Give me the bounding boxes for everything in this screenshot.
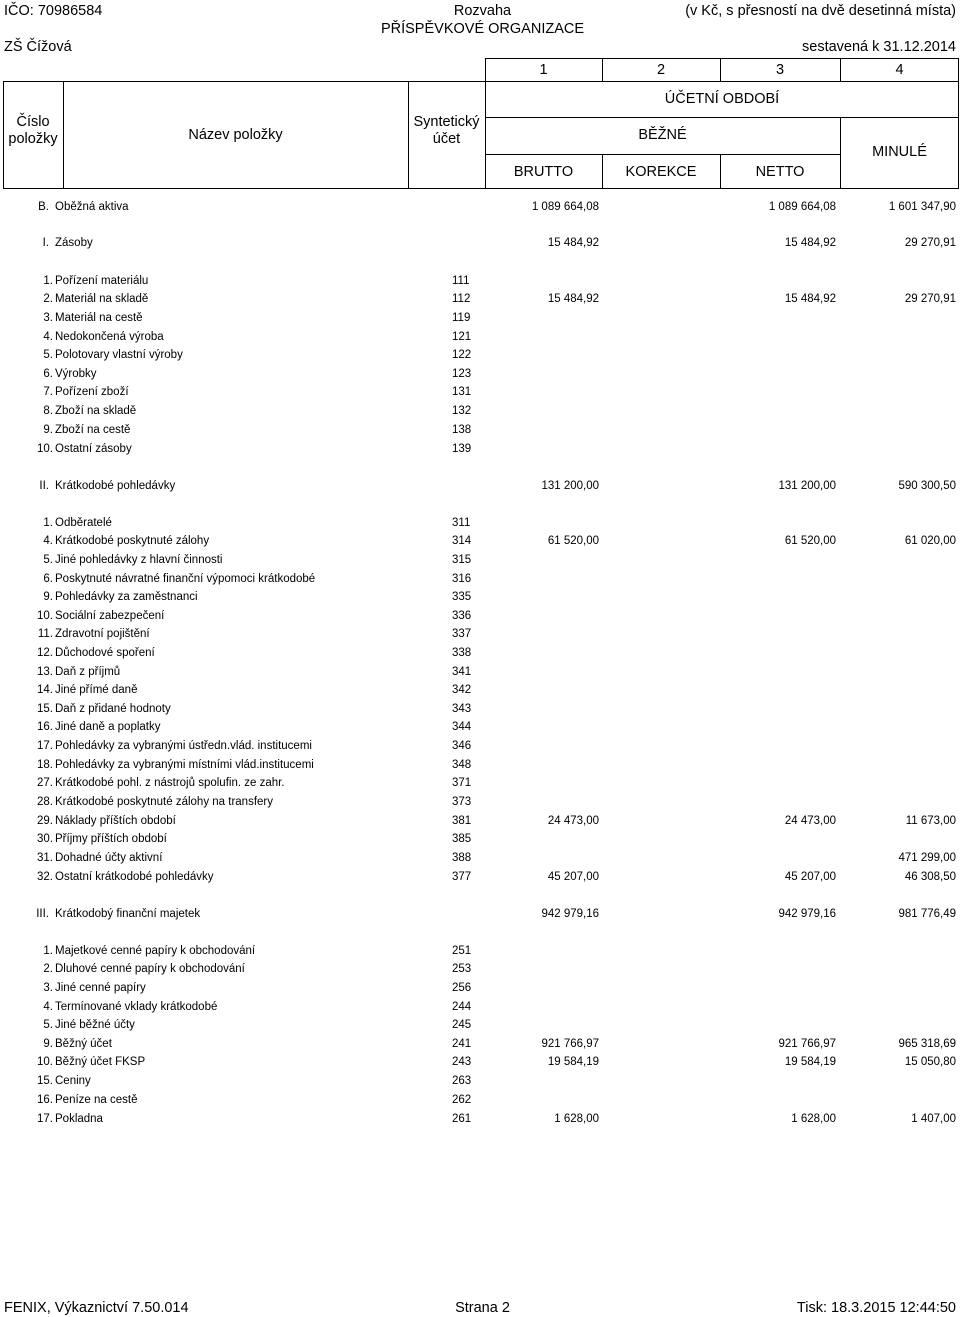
row-name: Sociální zabezpečení — [55, 610, 165, 622]
row-minule: 15 050,80 — [904, 1056, 956, 1068]
row-brutto: 15 484,92 — [547, 293, 599, 305]
row-minule: 29 270,91 — [904, 293, 956, 305]
row-account: 373 — [452, 796, 472, 808]
row-number: 27. — [37, 777, 53, 789]
row-name: Pokladna — [55, 1113, 103, 1125]
row-name: Jiné přímé daně — [55, 684, 138, 696]
row-name: Materiál na cestě — [55, 312, 143, 324]
row-name: Zboží na skladě — [55, 405, 137, 417]
row-netto: 942 979,16 — [778, 908, 836, 920]
row-number: 16. — [37, 721, 53, 733]
row-brutto: 1 628,00 — [554, 1113, 599, 1125]
row-name: Pohledávky za zaměstnanci — [55, 591, 198, 603]
row-account: 119 — [452, 312, 471, 324]
col-num-1: 1 — [539, 62, 548, 78]
row-brutto: 45 207,00 — [547, 871, 599, 883]
row-name: Jiné běžné účty — [55, 1019, 135, 1031]
row-name: Pořízení materiálu — [55, 275, 149, 287]
row-account: 111 — [452, 275, 470, 287]
row-minule: 981 776,49 — [898, 908, 956, 920]
row-account: 122 — [452, 349, 472, 361]
row-account: 348 — [452, 759, 472, 771]
row-number: 3. — [43, 982, 53, 994]
row-number: 6. — [43, 573, 53, 585]
row-number: 9. — [43, 591, 53, 603]
row-name: Příjmy příštích období — [55, 833, 167, 845]
header-synteticky-1: Syntetický — [413, 114, 480, 130]
row-account: 346 — [452, 740, 472, 752]
row-account: 253 — [452, 963, 472, 975]
row-account: 344 — [452, 721, 472, 733]
row-account: 132 — [452, 405, 472, 417]
row-name: Krátkodobé pohledávky — [55, 480, 176, 492]
row-name: Nedokončená výroba — [55, 331, 164, 343]
row-number: 15. — [37, 703, 53, 715]
ico-label: IČO: 70986584 — [4, 3, 103, 19]
col-num-3: 3 — [775, 62, 785, 78]
organization-type: PŘÍSPĚVKOVÉ ORGANIZACE — [380, 21, 585, 37]
row-minule: 471 299,00 — [898, 852, 956, 864]
row-number: 5. — [43, 554, 53, 566]
row-number: 9. — [43, 424, 53, 436]
report-title: Rozvaha — [453, 3, 512, 19]
row-netto: 131 200,00 — [778, 480, 836, 492]
row-minule: 29 270,91 — [904, 237, 956, 249]
row-number: 10. — [37, 1056, 53, 1068]
row-minule: 590 300,50 — [898, 480, 956, 492]
row-netto: 24 473,00 — [784, 815, 836, 827]
row-name: Náklady příštích období — [55, 815, 176, 827]
row-account: 316 — [452, 573, 472, 585]
row-number: 17. — [37, 740, 53, 752]
row-name: Dohadné účty aktivní — [55, 852, 163, 864]
row-account: 337 — [452, 628, 472, 640]
header-netto: NETTO — [755, 164, 805, 180]
row-account: 335 — [452, 591, 472, 603]
row-account: 336 — [452, 610, 472, 622]
row-name: Ostatní krátkodobé pohledávky — [55, 871, 214, 883]
row-number: 7. — [43, 386, 53, 398]
row-name: Zásoby — [55, 237, 93, 249]
row-netto: 45 207,00 — [784, 871, 836, 883]
row-number: II. — [39, 480, 49, 492]
row-netto: 15 484,92 — [784, 237, 836, 249]
row-account: 131 — [452, 386, 472, 398]
row-number: 15. — [37, 1075, 53, 1087]
compiled-date: sestavená k 31.12.2014 — [802, 39, 956, 55]
row-account: 377 — [452, 871, 472, 883]
col-num-2: 2 — [656, 62, 666, 78]
row-name: Ostatní zásoby — [55, 443, 132, 455]
row-number: B. — [38, 201, 49, 213]
row-number: 13. — [37, 666, 53, 678]
footer-software: FENIX, Výkaznictví 7.50.014 — [4, 1300, 189, 1316]
col-num-4: 4 — [895, 62, 904, 78]
row-number: 4. — [43, 331, 53, 343]
row-brutto: 61 520,00 — [547, 535, 599, 547]
row-name: Peníze na cestě — [55, 1094, 138, 1106]
row-name: Daň z příjmů — [55, 666, 121, 678]
row-name: Krátkodobé pohl. z nástrojů spolufin. ze zahr. — [55, 777, 285, 789]
row-number: 5. — [43, 349, 53, 361]
row-name: Krátkodobé poskytnuté zálohy na transfery — [55, 796, 273, 808]
row-account: 343 — [452, 703, 472, 715]
row-brutto: 131 200,00 — [541, 480, 599, 492]
row-number: 5. — [43, 1019, 53, 1031]
row-name: Daň z přidané hodnoty — [55, 703, 171, 715]
row-minule: 1 407,00 — [911, 1113, 956, 1125]
row-name: Poskytnuté návratné finanční výpomoci krátkodobé — [55, 573, 316, 585]
row-account: 311 — [452, 517, 471, 529]
header-bezne: BĚŽNÉ — [638, 127, 687, 143]
row-account: 338 — [452, 647, 472, 659]
row-brutto: 19 584,19 — [547, 1056, 599, 1068]
row-number: 18. — [37, 759, 53, 771]
row-minule: 965 318,69 — [898, 1038, 956, 1050]
currency-note: (v Kč, s přesností na dvě desetinná místa) — [685, 3, 956, 19]
row-number: I. — [42, 237, 49, 249]
row-number: 10. — [37, 610, 53, 622]
row-name: Polotovary vlastní výroby — [55, 349, 183, 361]
row-name: Výrobky — [55, 368, 97, 380]
row-minule: 61 020,00 — [904, 535, 956, 547]
row-account: 341 — [452, 666, 472, 678]
row-account: 256 — [452, 982, 472, 994]
row-number: 1. — [43, 517, 53, 529]
row-number: 1. — [43, 275, 53, 287]
row-name: Pořízení zboží — [55, 386, 129, 398]
row-account: 261 — [452, 1113, 472, 1125]
row-name: Oběžná aktiva — [55, 201, 129, 213]
row-name: Pohledávky za vybranými místními vlád.institucemi — [55, 759, 314, 771]
row-name: Jiné daně a poplatky — [55, 721, 161, 733]
row-name: Pohledávky za vybranými ústředn.vlád. institucemi — [55, 740, 312, 752]
row-brutto: 15 484,92 — [547, 237, 599, 249]
row-number: 32. — [37, 871, 53, 883]
row-account: 244 — [452, 1001, 472, 1013]
row-number: 2. — [43, 963, 53, 975]
row-name: Jiné pohledávky z hlavní činnosti — [55, 554, 223, 566]
row-name: Běžný účet — [55, 1038, 112, 1050]
row-account: 251 — [452, 945, 472, 957]
row-number: 10. — [37, 443, 53, 455]
row-brutto: 1 089 664,08 — [531, 201, 599, 213]
header-korekce: KOREKCE — [625, 164, 697, 180]
header-synteticky-2: účet — [432, 131, 461, 147]
row-netto: 1 628,00 — [791, 1113, 836, 1125]
row-number: 28. — [37, 796, 53, 808]
row-name: Majetkové cenné papíry k obchodování — [55, 945, 256, 957]
row-number: 17. — [37, 1113, 53, 1125]
row-number: 30. — [37, 833, 53, 845]
row-number: 1. — [43, 945, 53, 957]
header-nazev: Název položky — [188, 127, 283, 143]
row-number: 14. — [37, 684, 53, 696]
row-number: 8. — [43, 405, 53, 417]
row-number: 4. — [43, 1001, 53, 1013]
row-number: 11. — [37, 628, 53, 640]
row-account: 385 — [452, 833, 472, 845]
row-account: 388 — [452, 852, 472, 864]
row-account: 315 — [452, 554, 472, 566]
row-account: 263 — [452, 1075, 472, 1087]
row-netto: 1 089 664,08 — [768, 201, 836, 213]
row-account: 342 — [452, 684, 472, 696]
row-number: III. — [36, 908, 49, 920]
row-account: 245 — [452, 1019, 472, 1031]
footer-printed: Tisk: 18.3.2015 12:44:50 — [796, 1300, 956, 1316]
row-netto: 61 520,00 — [784, 535, 836, 547]
row-netto: 15 484,92 — [784, 293, 836, 305]
row-number: 4. — [43, 535, 53, 547]
row-account: 243 — [452, 1056, 472, 1068]
footer-page: Strana 2 — [455, 1300, 510, 1316]
row-brutto: 942 979,16 — [541, 908, 599, 920]
row-name: Jiné cenné papíry — [55, 982, 146, 994]
row-name: Krátkodobé poskytnuté zálohy — [55, 535, 210, 547]
row-account: 371 — [452, 777, 472, 789]
header-brutto: BRUTTO — [513, 164, 574, 180]
row-account: 121 — [452, 331, 472, 343]
row-name: Důchodové spoření — [55, 647, 155, 659]
row-account: 314 — [452, 535, 472, 547]
row-account: 112 — [452, 293, 471, 305]
row-name: Zboží na cestě — [55, 424, 131, 436]
header-ucetni-obdobi: ÚČETNÍ OBDOBÍ — [664, 91, 780, 107]
row-brutto: 921 766,97 — [541, 1038, 599, 1050]
row-number: 12. — [37, 647, 53, 659]
header-cislo-2: položky — [8, 131, 58, 147]
row-name: Dluhové cenné papíry k obchodování — [55, 963, 245, 975]
row-number: 2. — [43, 293, 53, 305]
row-account: 241 — [452, 1038, 472, 1050]
row-name: Ceniny — [55, 1075, 91, 1087]
row-netto: 921 766,97 — [778, 1038, 836, 1050]
row-account: 381 — [452, 815, 472, 827]
row-number: 3. — [43, 312, 53, 324]
row-minule: 46 308,50 — [904, 871, 956, 883]
row-brutto: 24 473,00 — [547, 815, 599, 827]
header-minule: MINULÉ — [872, 144, 927, 160]
school-name: ZŠ Čížová — [4, 39, 72, 55]
row-number: 31. — [37, 852, 53, 864]
header-cislo-1: Číslo — [16, 114, 50, 130]
row-minule: 11 673,00 — [905, 815, 956, 827]
row-name: Materiál na skladě — [55, 293, 149, 305]
row-number: 29. — [37, 815, 53, 827]
row-account: 262 — [452, 1094, 472, 1106]
row-name: Zdravotní pojištění — [55, 628, 150, 640]
row-name: Krátkodobý finanční majetek — [55, 908, 201, 920]
row-minule: 1 601 347,90 — [888, 201, 956, 213]
row-number: 9. — [43, 1038, 53, 1050]
row-name: Termínované vklady krátkodobé — [55, 1001, 218, 1013]
row-name: Běžný účet FKSP — [55, 1056, 146, 1068]
row-number: 6. — [43, 368, 53, 380]
row-account: 138 — [452, 424, 472, 436]
row-number: 16. — [37, 1094, 53, 1106]
row-name: Odběratelé — [55, 517, 112, 529]
row-account: 123 — [452, 368, 472, 380]
row-account: 139 — [452, 443, 472, 455]
row-netto: 19 584,19 — [784, 1056, 836, 1068]
